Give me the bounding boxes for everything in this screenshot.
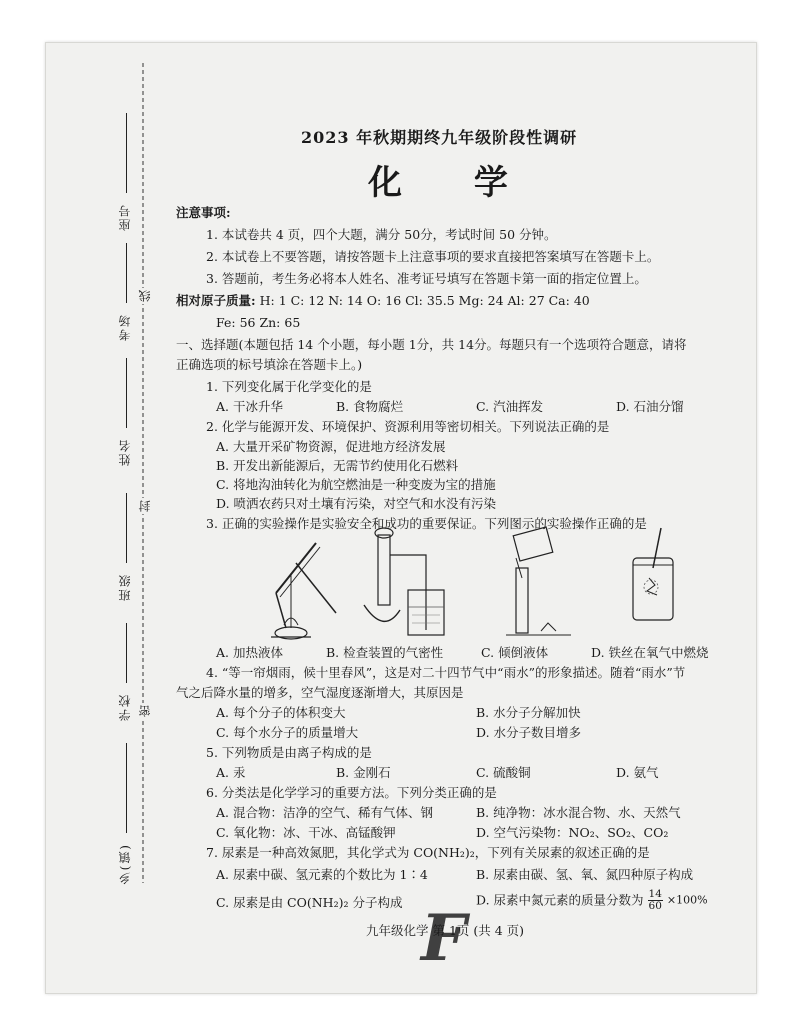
notes-item-2: 2. 本试卷上不要答题，请按答题卡上注意事项的要求直接把答案填写在答题卡上。: [206, 249, 660, 264]
exam-paper: [45, 42, 757, 994]
q2-option-b: B. 开发出新能源后，无需节约使用化石燃料: [216, 458, 459, 473]
atomic-mass-values-2: Fe: 56 Zn: 65: [216, 315, 301, 330]
separator-seal-char: 封: [138, 500, 152, 512]
q6-option-c: C. 氧化物：冰、干冰、高锰酸钾: [216, 825, 396, 840]
q6-option-d: D. 空气污染物：NO₂、SO₂、CO₂: [476, 825, 669, 840]
q2-option-a: A. 大量开采矿物资源，促进地方经济发展: [216, 439, 446, 454]
airtightness-check-illustration: [356, 525, 456, 645]
q7-stem: 7. 尿素是一种高效氮肥，其化学式为 CO(NH₂)₂，下列有关尿素的叙述正确的是: [206, 845, 650, 860]
q4-stem-line1: 4. “等一帘烟雨，候十里春风”，这是对二十四节气中“雨水”的形象描述。随着“雨水”节: [206, 665, 686, 680]
q7-option-b: B. 尿素由碳、氢、氧、氮四种原子构成: [476, 867, 694, 882]
notes-item-1: 1. 本试卷共 4 页，四个大题，满分 50分，考试时间 50 分钟。: [206, 227, 557, 242]
seat-number-label: 座号: [118, 203, 132, 231]
school-label: 学校: [118, 693, 132, 721]
atomic-mass-line1: [176, 293, 590, 309]
notes-item-3: 3. 答题前，考生务必将本人姓名、准考证号填写在答题卡第一面的指定位置上。: [206, 271, 647, 286]
q1-option-b: B. 食物腐烂: [336, 399, 404, 414]
q3-option-b: B. 检查装置的气密性: [326, 645, 444, 660]
q7-option-d-suffix: ×100%: [666, 893, 708, 907]
q4-option-b: B. 水分子分解加快: [476, 705, 581, 720]
q4-option-c: C. 每个水分子的质量增大: [216, 725, 359, 740]
q7-fraction-numerator: 14: [648, 888, 662, 900]
atomic-mass-values-1: H: 1 C: 12 N: 14 O: 16 Cl: 35.5 Mg: 24 Al: 27 Ca: 40: [259, 293, 590, 308]
q2-option-c: C. 将地沟油转化为航空燃油是一种变废为宝的措施: [216, 477, 496, 492]
separator-line-char: 线: [138, 290, 152, 302]
q7-option-c: C. 尿素是由 CO(NH₂)₂ 分子构成: [216, 895, 403, 910]
notes-heading: 注意事项:: [176, 205, 231, 220]
q4-option-d: D. 水分子数目增多: [476, 725, 582, 740]
q7-fraction: [648, 889, 663, 912]
section1-heading-line2: 正确选项的标号填涂在答题卡上。): [176, 357, 363, 372]
town-label: 乡(镇): [118, 843, 132, 885]
heating-liquid-illustration: [236, 533, 356, 643]
q6-option-a: A. 混合物：洁净的空气、稀有气体、钢: [216, 805, 433, 820]
q5-option-a: A. 汞: [216, 765, 246, 780]
q5-option-b: B. 金刚石: [336, 765, 391, 780]
pouring-liquid-illustration: [486, 523, 576, 643]
q6-stem: 6. 分类法是化学学习的重要方法。下列分类正确的是: [206, 785, 497, 800]
subject-title: 化 学: [368, 163, 538, 203]
section1-heading-line1: 一、选择题(本题包括 14 个小题，每小题 1分，共 14分。每题只有一个选项符合题意，请将: [176, 337, 687, 352]
q1-option-d: D. 石油分馏: [616, 399, 684, 414]
page-footer: 九年级化学 第 1页 (共 4 页): [366, 923, 525, 938]
q1-option-a: A. 干冰升华: [216, 399, 283, 414]
q3-option-c: C. 倾倒液体: [481, 645, 549, 660]
q7-option-d: [476, 889, 708, 912]
exam-title: 2023 年秋期期终九年级阶段性调研: [301, 128, 578, 147]
q5-option-c: C. 硫酸铜: [476, 765, 531, 780]
paper-version-mark: F: [421, 901, 467, 976]
q7-fraction-denominator: 60: [648, 900, 662, 912]
q2-option-d: D. 喷洒农药只对土壤有污染，对空气和水没有污染: [216, 496, 497, 511]
q1-stem: 1. 下列变化属于化学变化的是: [206, 379, 372, 394]
iron-wire-burning-illustration: [621, 523, 691, 633]
separator-secret-char: 密: [138, 705, 152, 717]
q3-stem: 3. 正确的实验操作是实验安全和成功的重要保证。下列图示的实验操作正确的是: [206, 516, 647, 531]
name-label: 姓名: [118, 438, 132, 466]
q5-option-d: D. 氨气: [616, 765, 659, 780]
q4-option-a: A. 每个分子的体积变大: [216, 705, 346, 720]
q2-stem: 2. 化学与能源开发、环境保护、资源利用等密切相关。下列说法正确的是: [206, 419, 610, 434]
q7-option-d-prefix: D. 尿素中氮元素的质量分数为: [476, 892, 644, 908]
q6-option-b: B. 纯净物：冰水混合物、水、天然气: [476, 805, 681, 820]
q5-stem: 5. 下列物质是由离子构成的是: [206, 745, 372, 760]
atomic-mass-label: 相对原子质量:: [176, 293, 256, 308]
q7-option-a: A. 尿素中碳、氢元素的个数比为 1∶4: [216, 867, 428, 882]
exam-room-label: 考场: [118, 313, 132, 341]
q4-stem-line2: 气之后降水量的增多，空气湿度逐渐增大，其原因是: [176, 685, 464, 700]
q1-option-c: C. 汽油挥发: [476, 399, 544, 414]
class-label: 班级: [118, 573, 132, 601]
q3-option-a: A. 加热液体: [216, 645, 283, 660]
q3-option-d: D. 铁丝在氧气中燃烧: [591, 645, 709, 660]
